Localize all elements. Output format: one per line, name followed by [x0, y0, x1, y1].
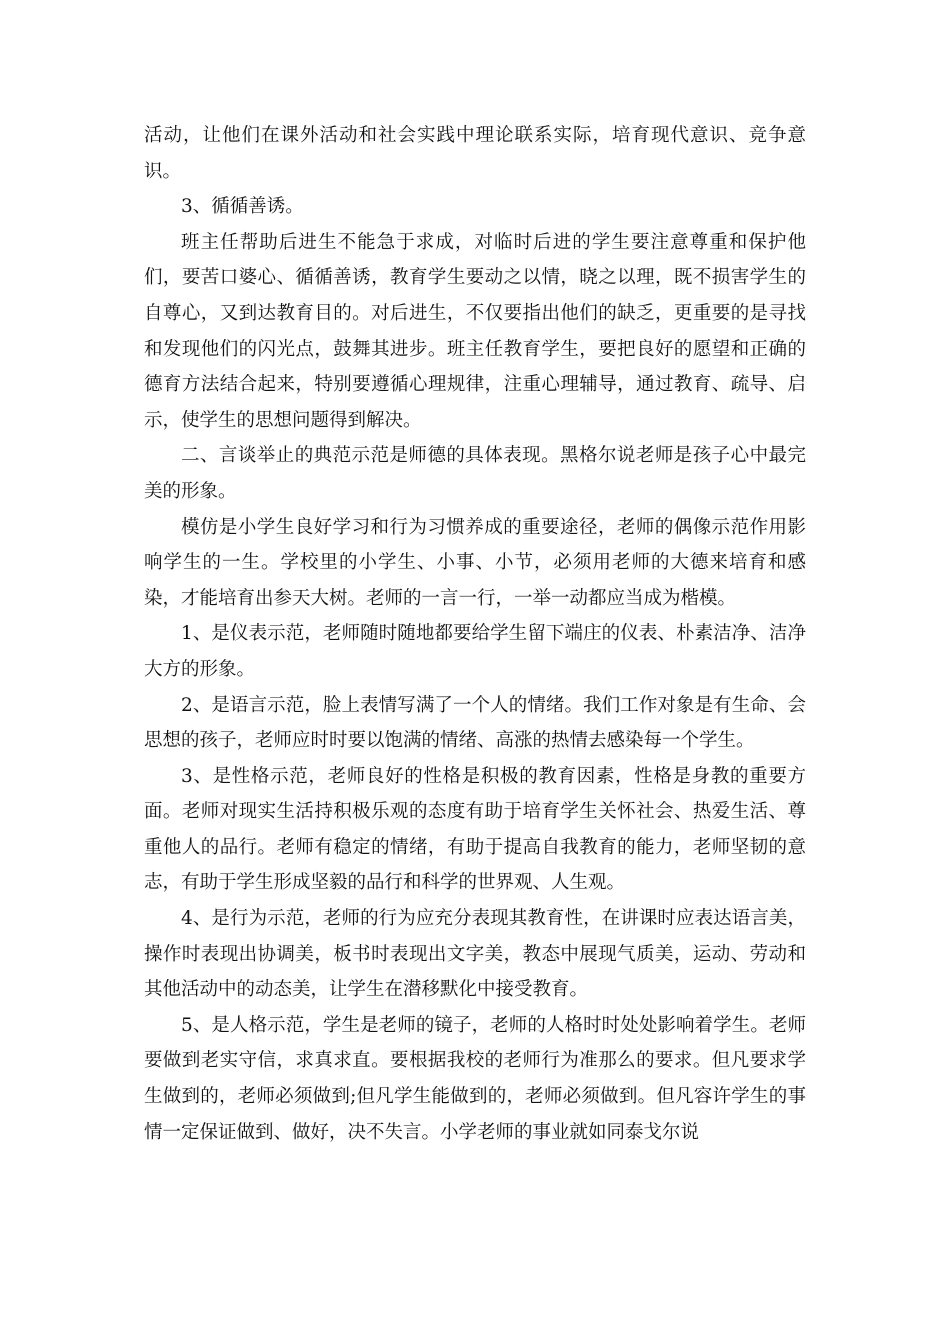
paragraph-activities-continued: 活动，让他们在课外活动和社会实践中理论联系实际，培育现代意识、竞争意识。 — [144, 125, 806, 182]
paragraph-imitation: 模仿是小学生良好学习和行为习惯养成的重要途径，老师的偶像示范作用影响学生的一生。学校里的小学生、小事、小节，必须用老师的大德来培育和感染，才能培育出参天大树。老师的一言一行，一举一动都应当成为楷模。 — [144, 516, 806, 609]
paragraph-heading-exemplary-conduct: 二、言谈举止的典范示范是师德的具体表现。黑格尔说老师是孩子心中最完美的形象。 — [144, 445, 806, 502]
paragraph-language-example: 2、是语言示范，脸上表情写满了一个人的情绪。我们工作对象是有生命、会思想的孩子，老师应时时要以饱满的情绪、高涨的热情去感染每一个学生。 — [144, 694, 806, 752]
paragraph-heading-patient-guidance: 3、循循善诱。 — [181, 196, 304, 218]
paragraph-personality-example: 5、是人格示范，学生是老师的镜子，老师的人格时时处处影响着学生。老师要做到老实守信，求真求直。要根据我校的老师行为准那么的要求。但凡要求学生做到的，老师必须做到;但凡学生能做到的，老师必须做到。但凡容许学生的事情一定保证做到、做好，决不失言。小学老师的事业就如同泰戈尔说 — [144, 1014, 806, 1143]
paragraph-behavior-example: 4、是行为示范，老师的行为应充分表现其教育性，在讲课时应表达语言美，操作时表现出协调美，板书时表现出文字美，教态中展现气质美，运动、劳动和其他活动中的动态美，让学生在潜移默化中接受教育。 — [144, 908, 806, 1001]
paragraph-underachievers: 班主任帮助后进生不能急于求成，对临时后进的学生要注意尊重和保护他们，要苦口婆心、循循善诱，教育学生要动之以情，晓之以理，既不损害学生的自尊心，又到达教育目的。对后进生，不仅要指出他们的缺乏，更重要的是寻找和发现他们的闪光点，鼓舞其进步。班主任教育学生，要把良好的愿望和正确的德育方法结合起来，特别要遵循心理规律，注重心理辅导，通过教育、疏导、启示，使学生的思想问题得到解决。 — [144, 231, 806, 431]
paragraph-appearance-example: 1、是仪表示范，老师随时随地都要给学生留下端庄的仪表、朴素洁净、洁净大方的形象。 — [144, 623, 806, 680]
document-body — [144, 118, 806, 1150]
paragraph-character-example: 3、是性格示范，老师良好的性格是积极的教育因素，性格是身教的重要方面。老师对现实生活持积极乐观的态度有助于培育学生关怀社会、热爱生活、尊重他人的品行。老师有稳定的情绪，有助于提高自我教育的能力，老师坚韧的意志，有助于学生形成坚毅的品行和科学的世界观、人生观。 — [144, 765, 806, 894]
